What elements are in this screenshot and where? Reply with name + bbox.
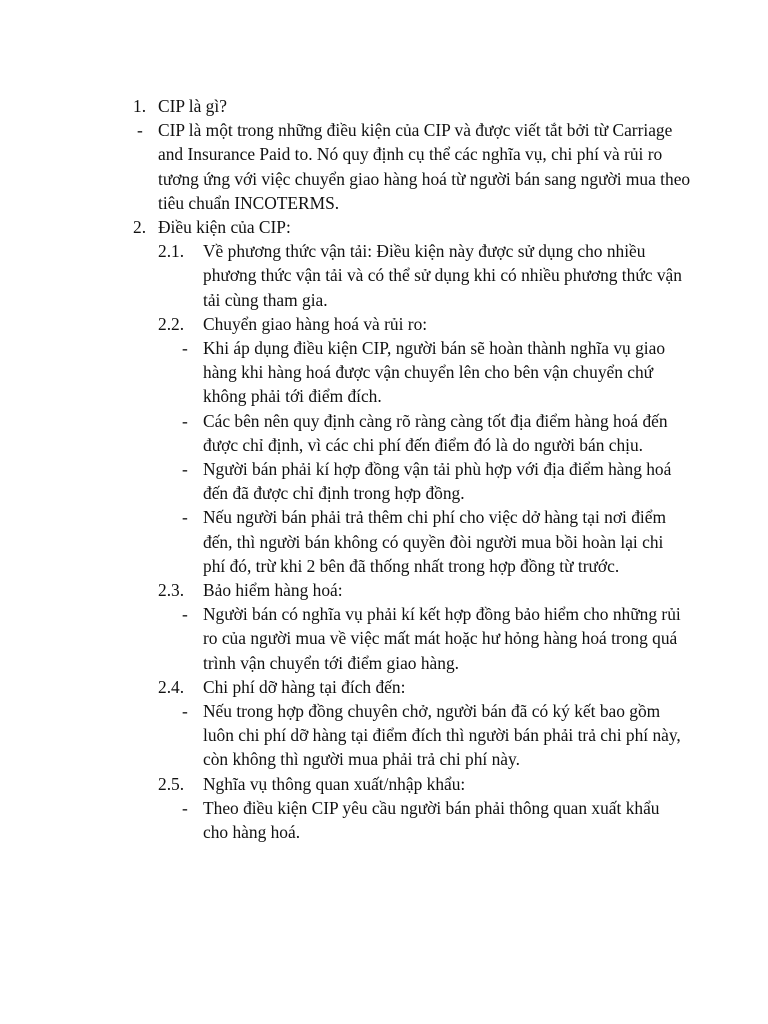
subsection-text: Bảo hiểm hàng hoá: <box>203 580 343 601</box>
subsection-2-2 <box>0 312 768 336</box>
bullet-item <box>0 602 768 675</box>
dash-bullet: - <box>182 338 188 359</box>
subsection-text: Về phương thức vận tải: Điều kiện này được sử dụng cho nhiều phương thức vận tải và có thể sử dụng khi có nhiều phương thức vận tải cùng tham gia. <box>203 241 682 310</box>
bullet-item <box>0 118 768 215</box>
dash-bullet: - <box>182 797 188 818</box>
section-heading-text: CIP là gì? <box>158 96 227 116</box>
dash-bullet: - <box>182 604 188 625</box>
bullet-text: Nếu người bán phải trả thêm chi phí cho việc dở hàng tại nơi điểm đến, thì người bán không có quyền đòi người mua bồi hoàn lại chi phí đó, trừ khi 2 bên đã thống nhất trong hợp đồng từ trước. <box>203 507 666 576</box>
bullet-text: Người bán phải kí hợp đồng vận tải phù hợp với địa điểm hàng hoá đến đã được chỉ định trong hợp đồng. <box>203 459 672 504</box>
list-number: 2.2. <box>158 313 185 334</box>
paragraph-text: CIP là một trong những điều kiện của CIP và được viết tắt bởi từ Carriage and Insurance Paid to. Nó quy định cụ thể các nghĩa vụ, chi phí và rủi ro tương ứng với việc chuyển giao hàng hoá từ người bán sang người mua theo tiêu chuẩn INCOTERMS. <box>158 120 691 213</box>
subsection-text: Chi phí dỡ hàng tại đích đến: <box>203 676 406 697</box>
bullet-item <box>0 409 768 457</box>
dash-bullet: - <box>182 410 188 431</box>
list-number: 2.4. <box>158 676 185 697</box>
dash-bullet: - <box>182 701 188 722</box>
subsection-2-4 <box>0 675 768 699</box>
subsection-text: Chuyển giao hàng hoá và rủi ro: <box>203 313 428 334</box>
subsection-2-1 <box>0 239 768 312</box>
subsection-2-5 <box>0 772 768 796</box>
subsection-text: Nghĩa vụ thông quan xuất/nhập khẩu: <box>203 773 466 794</box>
section-heading-2 <box>0 215 768 239</box>
bullet-item <box>0 336 768 409</box>
bullet-text: Các bên nên quy định càng rõ ràng càng tốt địa điểm hàng hoá đến được chỉ định, vì các chi phí đến điểm đó là do người bán chịu. <box>203 410 668 455</box>
bullet-item <box>0 505 768 578</box>
list-number: 2.5. <box>158 773 185 794</box>
section-heading-text: Điều kiện của CIP: <box>158 217 291 238</box>
bullet-text: Nếu trong hợp đồng chuyên chở, người bán đã có ký kết bao gồm luôn chi phí dỡ hàng tại điểm đích thì người bán phải trả chi phí này, còn không thì người mua phải trả chi phí này. <box>203 701 681 770</box>
bullet-item <box>0 796 768 844</box>
subsection-2-3 <box>0 578 768 602</box>
bullet-text: Người bán có nghĩa vụ phải kí kết hợp đồng bảo hiểm cho những rủi ro của người mua về việc mất mát hoặc hư hỏng hàng hoá trong quá trình vận chuyển tới điểm giao hàng. <box>203 604 681 673</box>
list-number: 2.1. <box>158 241 185 262</box>
dash-bullet: - <box>182 459 188 480</box>
section-heading-1 <box>0 94 768 118</box>
dash-bullet: - <box>137 120 143 141</box>
list-number: 1. <box>133 96 147 116</box>
bullet-item <box>0 457 768 505</box>
list-number: 2. <box>133 217 147 238</box>
bullet-text: Khi áp dụng điều kiện CIP, người bán sẽ hoàn thành nghĩa vụ giao hàng khi hàng hoá được vận chuyển lên cho bên vận chuyển chứ không phải tới điểm đích. <box>203 338 666 407</box>
list-number: 2.3. <box>158 580 185 601</box>
bullet-text: Theo điều kiện CIP yêu cầu người bán phải thông quan xuất khẩu cho hàng hoá. <box>203 797 660 843</box>
dash-bullet: - <box>182 507 188 528</box>
document-body <box>0 94 768 844</box>
bullet-item <box>0 699 768 772</box>
